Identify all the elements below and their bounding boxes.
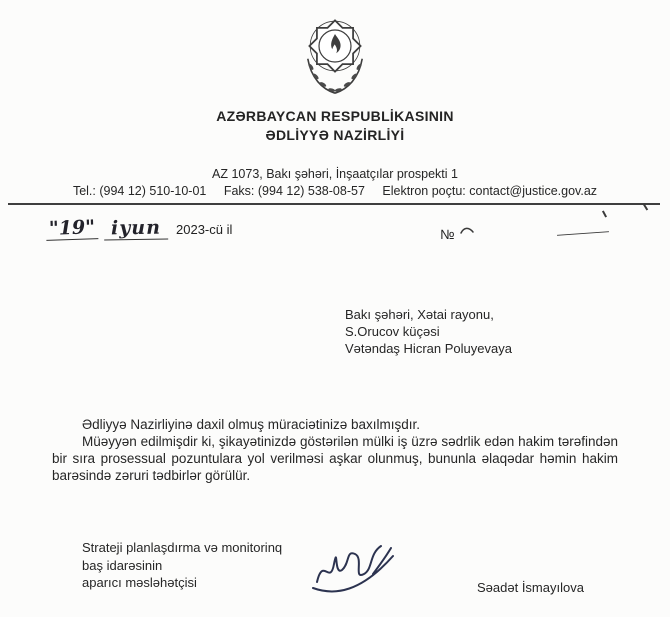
signer-title-line3: aparıcı məsləhətçisi <box>82 575 197 590</box>
signature-icon <box>303 530 403 602</box>
address-line: AZ 1073, Bakı şəhəri, İnşaatçılar prospekti 1 <box>212 167 458 181</box>
signer-title-line1: Strateji planlaşdırma və monitorinq <box>82 540 283 555</box>
handwritten-mark-icon <box>459 224 475 236</box>
body-paragraph-2: Müəyyən edilmişdir ki, şikayətinizdə göstərilən mülki iş üzrə sədrlik edən hakim tərəfindən bir sıra prosessual pozuntulara yol verilməsi aşkar olunmuş, bununla əlaqədar həmin hakim barəsində zəruri tədbirlər görülür. <box>52 434 618 483</box>
email-address: Elektron poçtu: contact@justice.gov.az <box>382 184 598 198</box>
signer-title-line2: baş idarəsinin <box>82 557 163 573</box>
date-month-blank <box>104 216 168 240</box>
recipient-line: Bakı şəhəri, Xətai rayonu, <box>345 307 494 322</box>
dateline <box>46 217 232 240</box>
pen-tick-mark <box>602 210 607 217</box>
body-paragraph-1: Ədliyyə Nazirliyinə daxil olmuş müraciətinizə baxılmışdır. <box>82 417 421 432</box>
handwritten-day: "19" <box>48 216 96 240</box>
fax-number: Faks: (994 12) 538-08-57 <box>223 184 365 198</box>
azerbaijan-emblem-icon <box>295 8 375 100</box>
phone-number: Tel.: (994 12) 510-10-01 <box>72 184 207 198</box>
header-divider <box>8 203 660 205</box>
ministry-line1: AZƏRBAYCAN RESPUBLİKASININ <box>216 108 454 124</box>
ministry-name <box>0 107 670 145</box>
signer-name: Səadət İsmayılova <box>477 580 584 595</box>
letter-body <box>52 416 618 484</box>
document-number-label: № <box>440 227 455 242</box>
recipient-line: Vətəndaş Hicran Poluyevaya <box>345 341 512 356</box>
handwritten-dash <box>557 231 609 236</box>
handwritten-month: iyun <box>110 216 162 240</box>
contact-line <box>0 184 670 198</box>
date-day-blank <box>46 216 99 241</box>
signer-title <box>82 539 282 592</box>
recipient-line: S.Orucov küçəsi <box>345 324 440 339</box>
recipient-block <box>345 306 512 357</box>
date-year: 2023-cü il <box>176 222 233 237</box>
ministry-line2: ƏDLİYYƏ NAZİRLİYİ <box>265 127 405 143</box>
